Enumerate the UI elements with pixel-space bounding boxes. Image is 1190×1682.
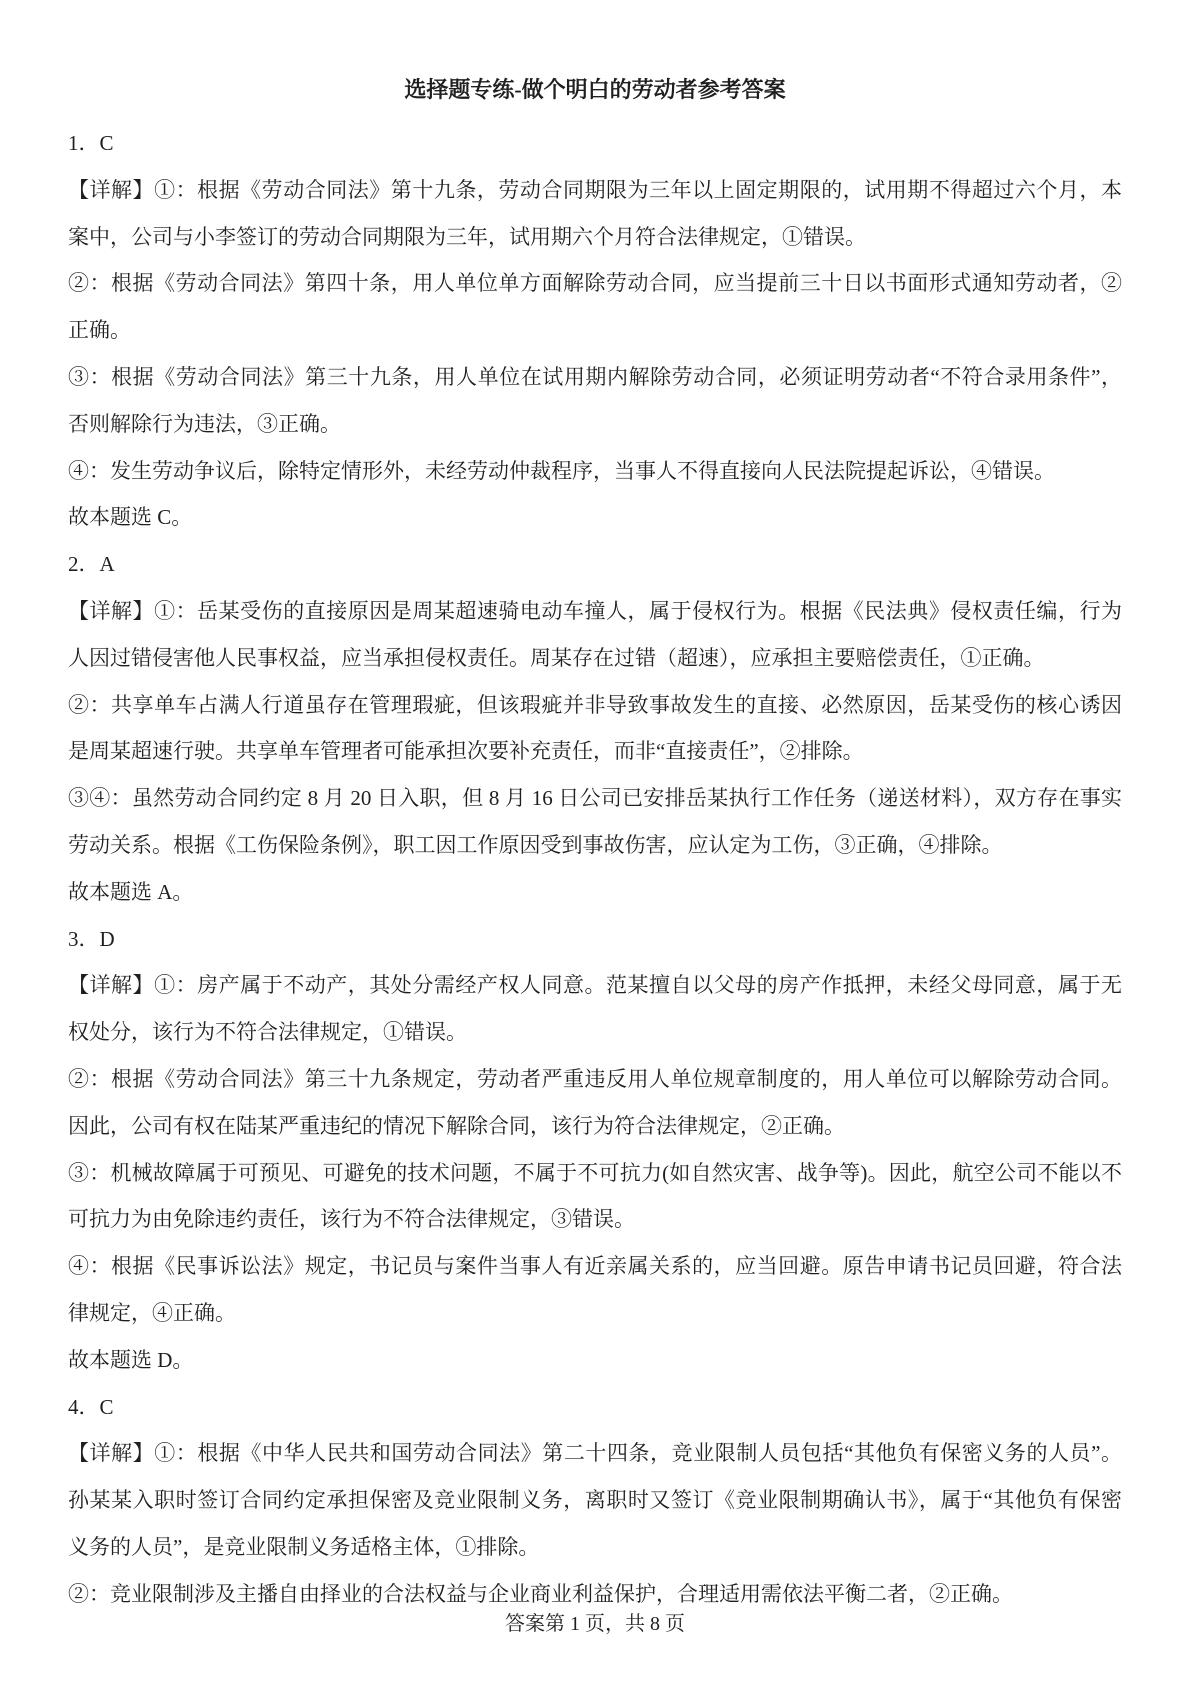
explanation-line: 故本题选 A。 <box>68 879 194 904</box>
explanation-line: 孙某某入职时签订合同约定承担保密及竞业限制义务，离职时又签订《竞业限制期确认书》，属于“其他负有保密 <box>68 1488 1122 1513</box>
answer-number: 2．A <box>68 552 115 577</box>
answer-number: 3．D <box>68 926 115 951</box>
explanation-line: ④：根据《民事诉讼法》规定，书记员与案件当事人有近亲属关系的，应当回避。原告申请书记员回避，符合法 <box>68 1254 1122 1279</box>
explanation-line: 正确。 <box>68 318 131 343</box>
explanation-line: 律规定，④正确。 <box>68 1300 236 1325</box>
answer-number: 4．C <box>68 1394 114 1419</box>
explanation-line: 是周某超速行驶。共享单车管理者可能承担次要补充责任，而非“直接责任”，②排除。 <box>68 739 864 764</box>
answers-section <box>68 120 1122 1618</box>
explanation-line: ③④：虽然劳动合同约定 8 月 20 日入职，但 8 月 16 日公司已安排岳某执行工作任务（递送材料），双方存在事实 <box>68 786 1122 811</box>
explanation-line: ③：根据《劳动合同法》第三十九条，用人单位在试用期内解除劳动合同，必须证明劳动者“不符合录用条件”， <box>68 364 1122 389</box>
explanation-line: 【详解】①：根据《劳动合同法》第十九条，劳动合同期限为三年以上固定期限的，试用期不得超过六个月，本 <box>68 177 1122 202</box>
explanation-line: 否则解除行为违法，③正确。 <box>68 411 341 436</box>
explanation-line: ③：机械故障属于可预见、可避免的技术问题，不属于不可抗力(如自然灾害、战争等)。因此，航空公司不能以不 <box>68 1160 1122 1185</box>
explanation-line: 因此，公司有权在陆某严重违纪的情况下解除合同，该行为符合法律规定，②正确。 <box>68 1113 845 1138</box>
explanation-line: 人因过错侵害他人民事权益，应当承担侵权责任。周某存在过错（超速），应承担主要赔偿责任，①正确。 <box>68 645 1045 670</box>
answer-block <box>68 916 1122 1384</box>
explanation-line: 可抗力为由免除违约责任，该行为不符合法律规定，③错误。 <box>68 1207 635 1232</box>
answer-block <box>68 541 1122 915</box>
explanation-line: 案中，公司与小李签订的劳动合同期限为三年，试用期六个月符合法律规定，①错误。 <box>68 224 866 249</box>
explanation-line: 义务的人员”，是竞业限制义务适格主体，①排除。 <box>68 1534 540 1559</box>
explanation-line: ②：共享单车占满人行道虽存在管理瑕疵，但该瑕疵并非导致事故发生的直接、必然原因，岳某受伤的核心诱因 <box>68 692 1122 717</box>
explanation-line: ②：根据《劳动合同法》第三十九条规定，劳动者严重违反用人单位规章制度的，用人单位可以解除劳动合同。 <box>68 1066 1122 1091</box>
explanation-line: 【详解】①：岳某受伤的直接原因是周某超速骑电动车撞人，属于侵权行为。根据《民法典》侵权责任编，行为 <box>68 598 1122 623</box>
explanation-line: ④：发生劳动争议后，除特定情形外，未经劳动仲裁程序，当事人不得直接向人民法院提起诉讼，④错误。 <box>68 458 1055 483</box>
answer-block <box>68 1384 1122 1618</box>
explanation-line: 【详解】①：根据《中华人民共和国劳动合同法》第二十四条，竞业限制人员包括“其他负有保密义务的人员”。 <box>68 1441 1122 1466</box>
document-title: 选择题专练-做个明白的劳动者参考答案 <box>404 77 786 102</box>
explanation-line: 权处分，该行为不符合法律规定，①错误。 <box>68 1020 467 1045</box>
page-number-footer: 答案第 1 页，共 8 页 <box>505 1613 685 1635</box>
explanation-line: 【详解】①：房产属于不动产，其处分需经产权人同意。范某擅自以父母的房产作抵押，未经父母同意，属于无 <box>68 973 1122 998</box>
answer-number: 1．C <box>68 131 114 155</box>
explanation-line: ②：根据《劳动合同法》第四十条，用人单位单方面解除劳动合同，应当提前三十日以书面形式通知劳动者，② <box>68 271 1122 296</box>
explanation-line: 故本题选 C。 <box>68 505 193 530</box>
explanation-line: 故本题选 D。 <box>68 1347 194 1372</box>
explanation-line: ②：竞业限制涉及主播自由择业的合法权益与企业商业利益保护，合理适用需依法平衡二者，②正确。 <box>68 1581 1013 1606</box>
explanation-line: 劳动关系。根据《工伤保险条例》，职工因工作原因受到事故伤害，应认定为工伤，③正确，④排除。 <box>68 832 1003 857</box>
answer-block <box>68 120 1122 541</box>
